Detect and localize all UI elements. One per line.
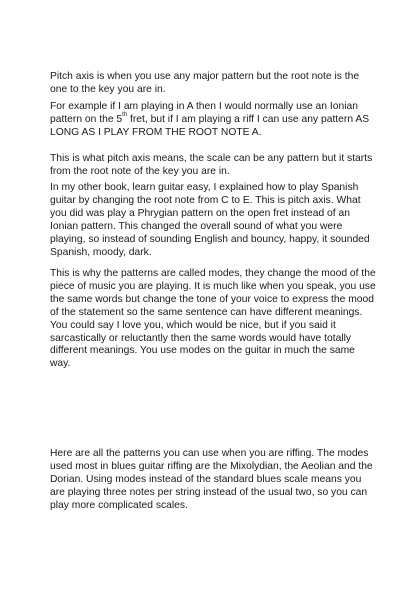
paragraph-pitch-axis-meaning: This is what pitch axis means, the scale can be any pattern but it starts from the root note of the key you are in. bbox=[50, 153, 373, 177]
paragraph-example-text-after: fret, but if I am playing a riff I can use any pattern AS LONG AS I PLAY FROM THE ROOT NOTE A. bbox=[50, 113, 370, 138]
paragraph-example-key-of-a bbox=[50, 101, 376, 140]
paragraph-pitch-axis-definition: Pitch axis is when you use any major pattern but the root note is the one to the key you are in. bbox=[50, 71, 360, 95]
paragraph-modes-mood: This is why the patterns are called modes, they change the mood of the piece of music you are playing. It is much like when you speak, you use the same words but change the tone of your voice to express the mood of the statement so the same sentence can have different meanings. You could say I love you, which would be nice, but if you said it sarcastically or reluctantly then the same words would have totally different meanings. You use modes on the guitar in much the same way. bbox=[50, 268, 376, 370]
paragraph-example-text-before: For example if I am playing in A then I would normally use an Ionian pattern on the 5 bbox=[50, 101, 358, 125]
paragraph-riffing-patterns: Here are all the patterns you can use when you are riffing. The modes used most in blues guitar riffing are the Mixolydian, the Aeolian and the Dorian. Using modes instead of the standard blues scale means you are playing three notes per string instead of the usual two, so you can play more complicated scales. bbox=[50, 448, 373, 511]
paragraph-spanish-guitar: In my other book, learn guitar easy, I explained how to play Spanish guitar by changing the root note from C to E. This is pitch axis. What you did was play a Phrygian pattern on the open fret instead of an Ionian pattern. This changed the overall sound of what you were playing, so instead of sounding English and bouncy, happy, it sounded Spanish, moody, dark. bbox=[50, 182, 370, 258]
ordinal-superscript: th bbox=[122, 112, 128, 119]
